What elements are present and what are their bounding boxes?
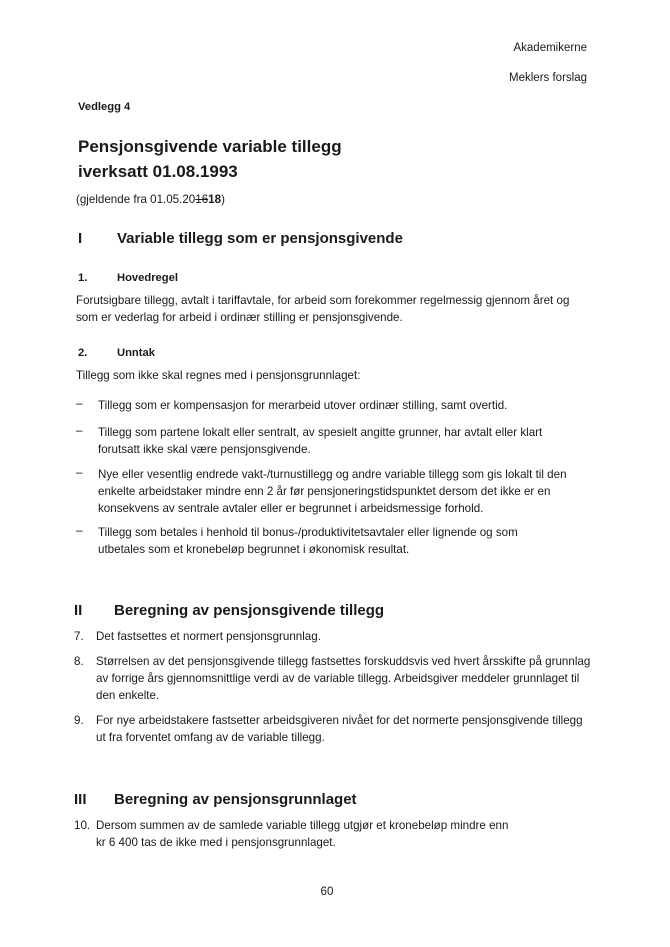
item-10-number: 10. bbox=[74, 819, 91, 832]
section-2-number: II bbox=[74, 602, 83, 619]
subsection-1-text-line1: Forutsigbare tillegg, avtalt i tariffavtale, for arbeid som forekommer regelmessig gjennom året og bbox=[76, 294, 570, 307]
bullet-2-line2: forutsatt ikke skal være pensjonsgivende. bbox=[98, 443, 311, 456]
subsection-2-title: Unntak bbox=[117, 347, 155, 359]
item-8-line1: Størrelsen av det pensjonsgivende tillegg fastsettes forskuddsvis ved hvert årsskifte på grunnlag bbox=[96, 655, 591, 668]
page-number: 60 bbox=[320, 885, 334, 898]
bullet-dash: – bbox=[76, 466, 83, 479]
section-1-number: I bbox=[78, 230, 83, 247]
attachment-label: Vedlegg 4 bbox=[78, 101, 131, 113]
section-1-title: Variable tillegg som er pensjonsgivende bbox=[117, 230, 403, 247]
validity-note bbox=[76, 191, 225, 208]
subsection-2-intro: Tillegg som ikke skal regnes med i pensjonsgrunnlaget: bbox=[76, 369, 361, 382]
section-2-title: Beregning av pensjonsgivende tillegg bbox=[114, 602, 385, 619]
item-8-number: 8. bbox=[74, 655, 84, 668]
item-7-number: 7. bbox=[74, 630, 84, 643]
item-10-line1: Dersom summen av de samlede variable tillegg utgjør et kronebeløp mindre enn bbox=[96, 819, 509, 832]
item-8-line3: den enkelte. bbox=[96, 689, 160, 702]
item-9-line1: For nye arbeidstakere fastsetter arbeidsgiveren nivået for det normerte pensjonsgivende tillegg bbox=[96, 714, 583, 727]
page-title-date: iverksatt 01.08.1993 bbox=[78, 162, 238, 181]
bullet-4-line2: utbetales som et kronebeløp begrunnet i økonomisk resultat. bbox=[98, 543, 410, 556]
subsection-1-text-line2: som er vederlag for arbeid i ordinær stilling er pensjonsgivende. bbox=[76, 311, 403, 324]
bullet-3-line3: konsekvens av sentrale avtaler eller er begrunnet i arbeidsmessige forhold. bbox=[98, 502, 484, 515]
section-3-number: III bbox=[74, 791, 87, 808]
item-10-line2: kr 6 400 tas de ikke med i pensjonsgrunnlaget. bbox=[96, 836, 336, 849]
item-9-number: 9. bbox=[74, 714, 84, 727]
page-title: Pensjonsgivende variable tillegg bbox=[78, 137, 342, 156]
item-7-line1: Det fastsettes et normert pensjonsgrunnlag. bbox=[96, 630, 321, 643]
subsection-1-title: Hovedregel bbox=[117, 272, 178, 284]
section-3-title: Beregning av pensjonsgrunnlaget bbox=[114, 791, 357, 808]
bullet-3-line1: Nye eller vesentlig endrede vakt-/turnustillegg og andre variable tillegg som gis lokalt til den bbox=[98, 468, 567, 481]
validity-suffix: ) bbox=[221, 193, 225, 206]
item-8-line2: av forrige års gjennomsnittlige verdi av de variable tillegg. Arbeidsgiver meddeler grunnlaget til bbox=[96, 672, 580, 685]
validity-new-year: 18 bbox=[208, 193, 222, 206]
validity-prefix: (gjeldende fra 01.05.20 bbox=[76, 193, 196, 206]
bullet-dash: – bbox=[76, 397, 83, 410]
subsection-2-number: 2. bbox=[78, 347, 88, 359]
item-9-line2: ut fra forventet omfang av de variable tillegg. bbox=[96, 731, 325, 744]
header-proposal: Meklers forslag bbox=[509, 72, 587, 84]
bullet-dash: – bbox=[76, 424, 83, 437]
bullet-dash: – bbox=[76, 524, 83, 537]
subsection-1-number: 1. bbox=[78, 272, 88, 284]
bullet-4-line1: Tillegg som betales i henhold til bonus-/produktivitetsavtaler eller lignende og som bbox=[98, 526, 518, 539]
bullet-2-line1: Tillegg som partene lokalt eller sentralt, av spesielt angitte grunner, har avtalt eller klart bbox=[98, 426, 543, 439]
bullet-3-line2: enkelte arbeidstaker mindre enn 2 år før pensjoneringstidspunktet dersom det ikke er en bbox=[98, 485, 551, 498]
bullet-1-line1: Tillegg som er kompensasjon for merarbeid utover ordinær stilling, samt overtid. bbox=[98, 399, 508, 412]
header-org: Akademikerne bbox=[513, 42, 587, 54]
validity-struck-year: 16 bbox=[195, 193, 209, 206]
